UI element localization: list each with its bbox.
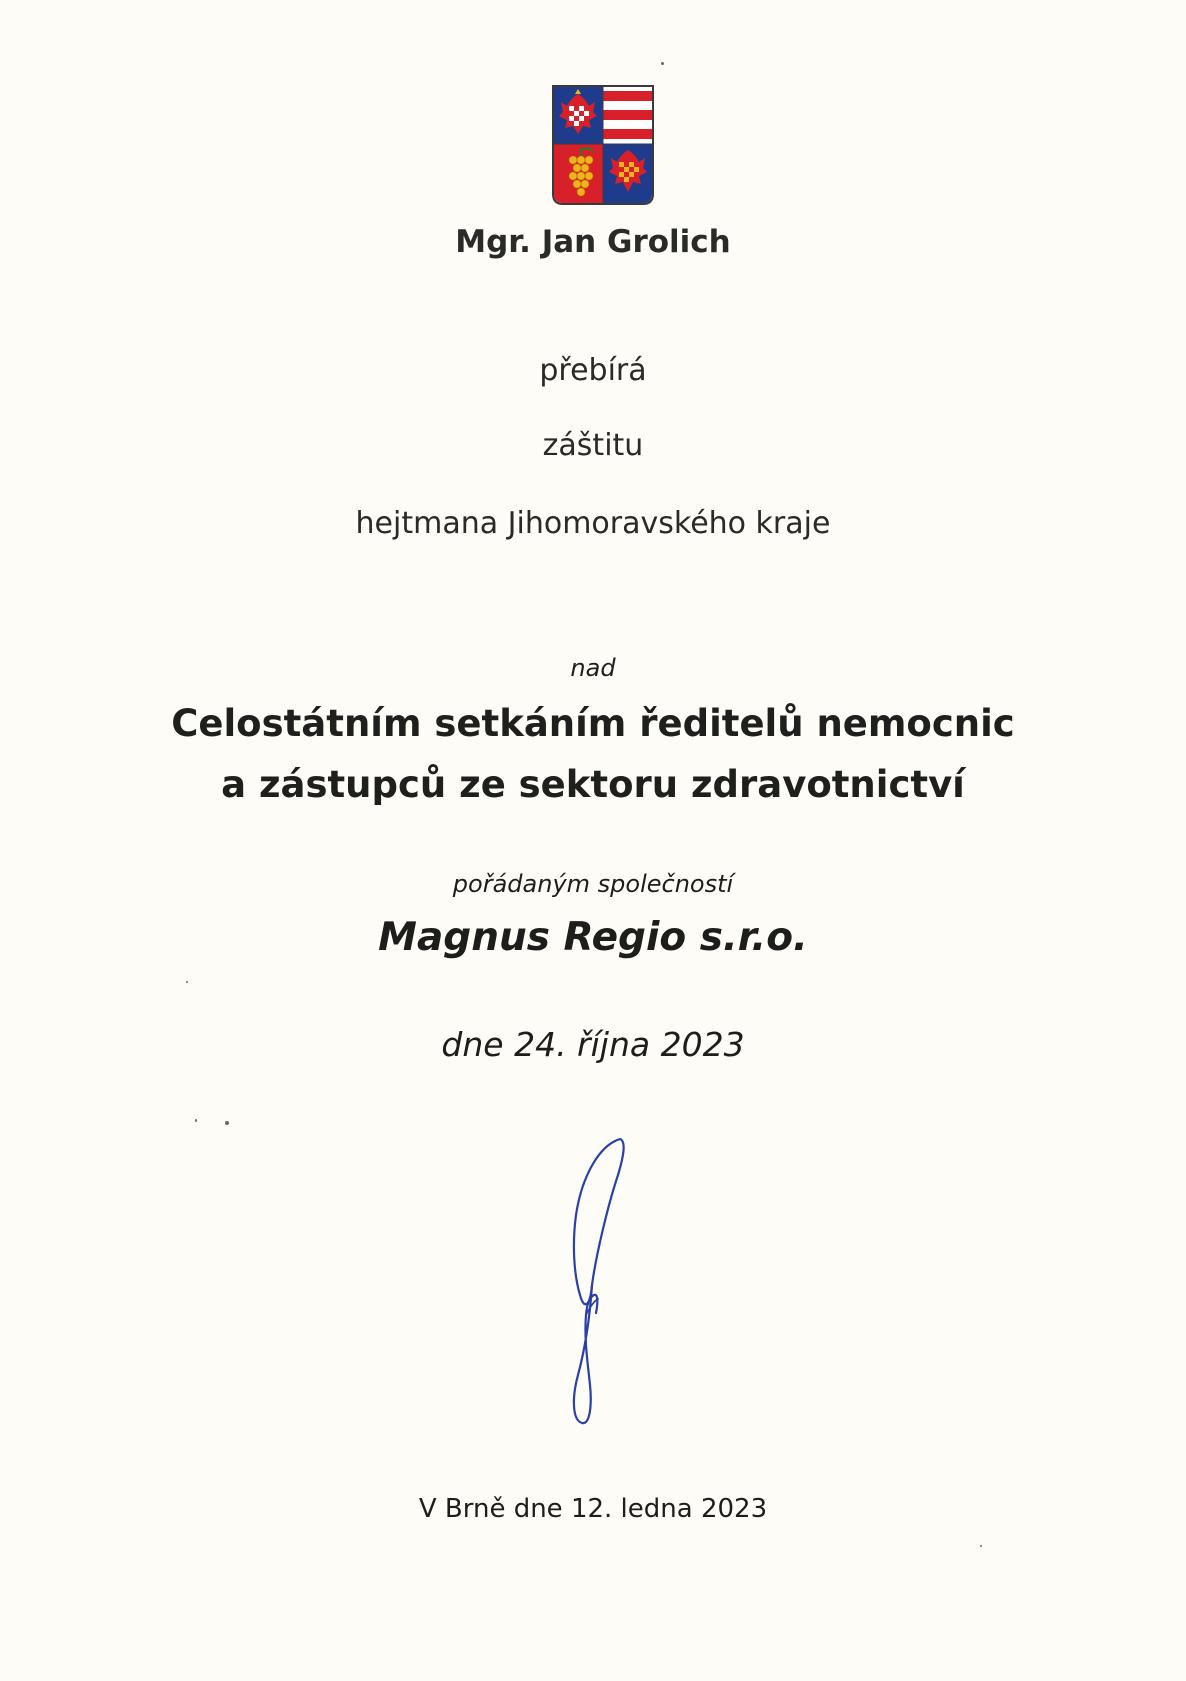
event-title-line-2: a zástupců ze sektoru zdravotnictví (221, 763, 965, 806)
event-date: dne 24. října 2023 (441, 1025, 745, 1064)
organizer-name: Magnus Regio s.r.o. (378, 915, 808, 960)
paper-speck (980, 1545, 982, 1547)
text-patronage: záštitu (542, 428, 644, 463)
paper-speck (195, 1119, 197, 1122)
coat-of-arms-icon (549, 82, 657, 210)
organizer-label: pořádaným společností (452, 870, 734, 898)
text-takes-over: přebírá (539, 353, 647, 388)
text-over: nad (570, 654, 616, 682)
event-title-line-1: Celostátním setkáním ředitelů nemocnic (171, 702, 1015, 745)
text-governor-title: hejtmana Jihomoravského kraje (355, 506, 831, 541)
patron-name: Mgr. Jan Grolich (455, 224, 731, 260)
place-and-date: V Brně dne 12. ledna 2023 (418, 1494, 768, 1524)
paper-speck (225, 1121, 229, 1125)
signature-icon (560, 1135, 670, 1435)
paper-speck (661, 62, 664, 65)
paper-speck (186, 981, 188, 983)
